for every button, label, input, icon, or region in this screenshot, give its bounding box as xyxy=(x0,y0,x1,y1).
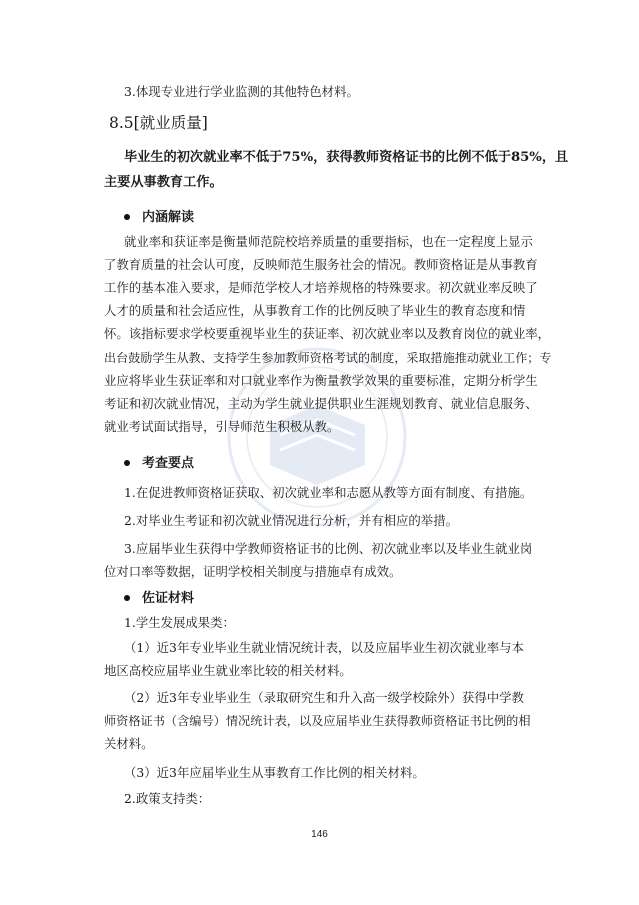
key-points-heading: 考查要点 xyxy=(142,456,195,471)
key-point-3-line-1: 3.应届毕业生获得中学教师资格证书的比例、初次就业率以及毕业生就业岗 xyxy=(124,541,533,556)
evidence-item-2-line-2: 师资格证书（含编号）情况统计表，以及应届毕业生获得教师资格证书比例的相 xyxy=(104,714,531,728)
evidence-category-2: 2.政策支持类： xyxy=(124,791,211,806)
interpretation-line-5: 怀。该指标要求学校要重视毕业生的获证率、初次就业率以及教育岗位的就业率， xyxy=(104,326,551,341)
interpretation-line-3: 工作的基本准入要求，是师范学校人才培养规格的特殊要求。初次就业率反映了 xyxy=(104,280,538,295)
bullet-icon xyxy=(124,214,130,220)
intro-item: 3.体现专业进行学业监测的其他特色材料。 xyxy=(124,84,359,99)
interpretation-line-2: 了教育质量的社会认可度，反映师范生服务社会的情况。教师资格证是从事教育 xyxy=(104,257,538,272)
key-point-2: 2.对毕业生考证和初次就业情况进行分析，并有相应的举措。 xyxy=(124,513,458,528)
key-point-3-line-2: 位对口率等数据，证明学校相关制度与措施卓有成效。 xyxy=(104,564,402,579)
interpretation-line-1: 就业率和获证率是衡量师范院校培养质量的重要指标，也在一定程度上显示 xyxy=(124,234,533,249)
interpretation-line-7: 业应将毕业生获证率和对口就业率作为衡量教学效果的重要标准，定期分析学生 xyxy=(104,373,538,388)
interpretation-line-8: 考证和初次就业情况，主动为学生就业提供职业生涯规划教育、就业信息服务、 xyxy=(104,396,538,411)
standard-line-2: 主要从事教育工作。 xyxy=(104,175,223,190)
interpretation-line-4: 人才的质量和社会适应性，从事教育工作的比例反映了毕业生的教育态度和情 xyxy=(104,303,526,318)
evidence-item-1-line-1: （1）近3年专业毕业生就业情况统计表，以及应届毕业生初次就业率与本 xyxy=(124,640,524,655)
section-title: 8.5[就业质量] xyxy=(109,114,208,132)
evidence-item-2-line-3: 关材料。 xyxy=(104,736,154,751)
bullet-icon xyxy=(124,595,130,601)
key-points-heading-row xyxy=(124,455,194,473)
interpretation-heading: 内涵解读 xyxy=(142,210,195,225)
evidence-item-2-line-1: （2）近3年专业毕业生（录取研究生和升入高一级学校除外）获得中学教 xyxy=(124,690,524,705)
evidence-heading: 佐证材料 xyxy=(142,591,195,606)
page-number: 146 xyxy=(311,829,328,840)
evidence-item-3: （3）近3年应届毕业生从事教育工作比例的相关材料。 xyxy=(124,765,425,780)
interpretation-heading-row xyxy=(124,209,194,227)
standard-line-1: 毕业生的初次就业率不低于75%，获得教师资格证书的比例不低于85%，且 xyxy=(124,150,569,165)
evidence-heading-row xyxy=(124,590,194,608)
interpretation-line-6: 出台鼓励学生从教、支持学生参加教师资格考试的制度，采取措施推动就业工作；专 xyxy=(104,351,552,365)
evidence-category-1: 1.学生发展成果类： xyxy=(124,615,235,630)
key-point-1: 1.在促进教师资格证获取、初次就业率和志愿从教等方面有制度、有措施。 xyxy=(124,485,533,500)
evidence-item-1-line-2: 地区高校应届毕业生就业率比较的相关材料。 xyxy=(104,663,352,678)
interpretation-line-9: 就业考试面试指导，引导师范生积极从教。 xyxy=(104,419,340,434)
bullet-icon xyxy=(124,460,130,466)
